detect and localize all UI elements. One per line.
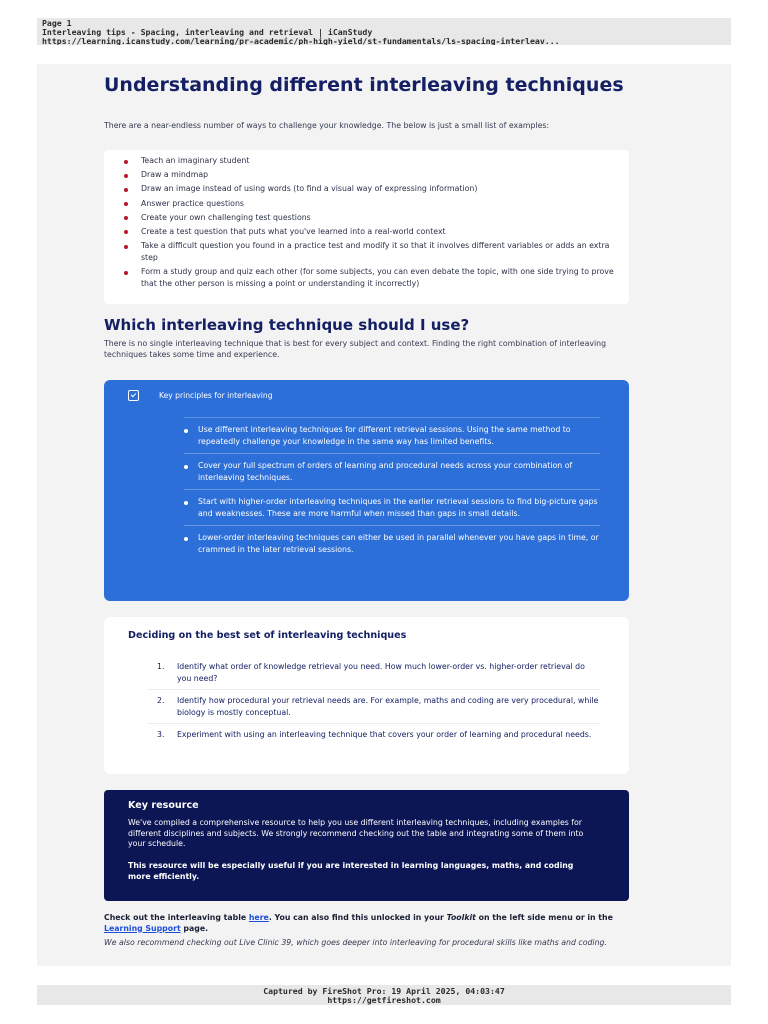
capture-footer xyxy=(37,985,731,1005)
bullet-icon xyxy=(124,188,128,192)
list-item: Answer practice questions xyxy=(124,198,614,210)
bullet-icon xyxy=(184,429,188,433)
list-item: Use different interleaving techniques for different retrieval sessions. Using the same method to repeatedly challenge your knowledge in the same way has limited benefits. xyxy=(184,417,600,453)
toolkit-label: Toolkit xyxy=(446,913,476,922)
examples-list-card xyxy=(104,150,629,304)
capture-header xyxy=(37,18,731,45)
examples-list xyxy=(124,155,614,293)
list-item: Create a test question that puts what you've learned into a real-world context xyxy=(124,226,614,238)
bullet-icon xyxy=(124,245,128,249)
key-resource-body: We've compiled a comprehensive resource to help you use different interleaving techniques, including examples for different disciplines and subjects. We strongly recommend checking out the table and integrating some of them into your schedule. xyxy=(128,818,584,848)
bullet-icon xyxy=(124,202,128,206)
step-number: 1. xyxy=(157,662,165,671)
list-item: Cover your full spectrum of orders of learning and procedural needs across your combination of interleaving techniques. xyxy=(184,453,600,489)
list-item: Create your own challenging test questions xyxy=(124,212,614,224)
deciding-card xyxy=(104,617,629,774)
interleaving-table-link[interactable]: here xyxy=(248,913,269,922)
list-item: 1. Identify what order of knowledge retrieval you need. How much lower-order vs. higher-order retrieval do you need? xyxy=(148,656,600,690)
key-resource-card xyxy=(104,790,629,901)
bullet-icon xyxy=(184,465,188,469)
bullet-icon xyxy=(124,216,128,220)
bullet-icon xyxy=(124,230,128,234)
section-heading-techniques: Understanding different interleaving techniques xyxy=(104,74,624,96)
deciding-title: Deciding on the best set of interleaving techniques xyxy=(128,630,407,641)
bullet-icon xyxy=(184,537,188,541)
list-item: Teach an imaginary student xyxy=(124,155,614,167)
capture-info: Captured by FireShot Pro: 19 April 2025, 04:03:47 xyxy=(263,986,505,996)
deciding-steps xyxy=(148,656,600,746)
note-check-icon xyxy=(128,390,139,401)
step-number: 2. xyxy=(157,696,165,705)
list-item: Lower-order interleaving techniques can either be used in parallel whenever you have gaps in time, or crammed in the later retrieval sessions. xyxy=(184,525,600,561)
bullet-icon xyxy=(124,160,128,164)
which-technique-intro: There is no single interleaving technique that is best for every subject and context. Finding the right combination of interleaving techniques takes some time and experience. xyxy=(104,339,607,359)
bullet-icon xyxy=(184,501,188,505)
list-item: Draw an image instead of using words (to find a visual way of expressing information) xyxy=(124,183,614,195)
key-principles-list xyxy=(184,417,600,561)
section-heading-which-technique: Which interleaving technique should I use? xyxy=(104,316,470,334)
learning-support-link[interactable]: Learning Support xyxy=(104,923,181,933)
key-principles-title: Key principles for interleaving xyxy=(159,391,273,400)
key-resource-emphasis: This resource will be especially useful if you are interested in learning languages, maths, and coding more efficiently. xyxy=(128,861,574,881)
live-clinic-note: We also recommend checking out Live Clinic 39, which goes deeper into interleaving for procedural skills like maths and coding. xyxy=(104,938,607,947)
list-item: 3. Experiment with using an interleaving technique that covers your order of learning and procedural needs. xyxy=(157,730,592,739)
bullet-icon xyxy=(124,271,128,275)
key-principles-card xyxy=(104,380,629,601)
capture-site: https://getfireshot.com xyxy=(327,995,441,1005)
page-label: Page 1 xyxy=(42,19,72,28)
key-principles-header xyxy=(128,390,273,401)
page-url: https://learning.icanstudy.com/learning/pr-academic/ph-high-yield/st-fundamentals/ls-spacing-interleav... xyxy=(42,36,560,45)
bullet-icon xyxy=(124,174,128,178)
list-item: Take a difficult question you found in a practice test and modify it so that it involves different variables or adds an extra step xyxy=(124,240,614,264)
key-resource-title: Key resource xyxy=(128,800,199,811)
document-title: Interleaving tips - Spacing, interleaving and retrieval | iCanStudy xyxy=(42,27,373,37)
list-item: Form a study group and quiz each other (for some subjects, you can even debate the topic, with one side trying to prove that the other person is missing a point or understanding it incorrectly) xyxy=(124,266,614,290)
step-number: 3. xyxy=(157,730,165,739)
interleaving-table-note: Check out the interleaving table here. You can also find this unlocked in your Toolkit on the left side menu or in the Learning Support page. xyxy=(104,913,613,933)
techniques-intro: There are a near-endless number of ways to challenge your knowledge. The below is just a small list of examples: xyxy=(104,121,550,130)
list-item: 2. Identify how procedural your retrieval needs are. For example, maths and coding are very procedural, while biology is mostly conceptual. xyxy=(148,690,600,724)
page-content-area xyxy=(37,64,731,966)
list-item: Start with higher-order interleaving techniques in the earlier retrieval sessions to find big-picture gaps and weaknesses. These are more harmful when missed than gaps in small details. xyxy=(184,489,600,525)
list-item: Draw a mindmap xyxy=(124,169,614,181)
